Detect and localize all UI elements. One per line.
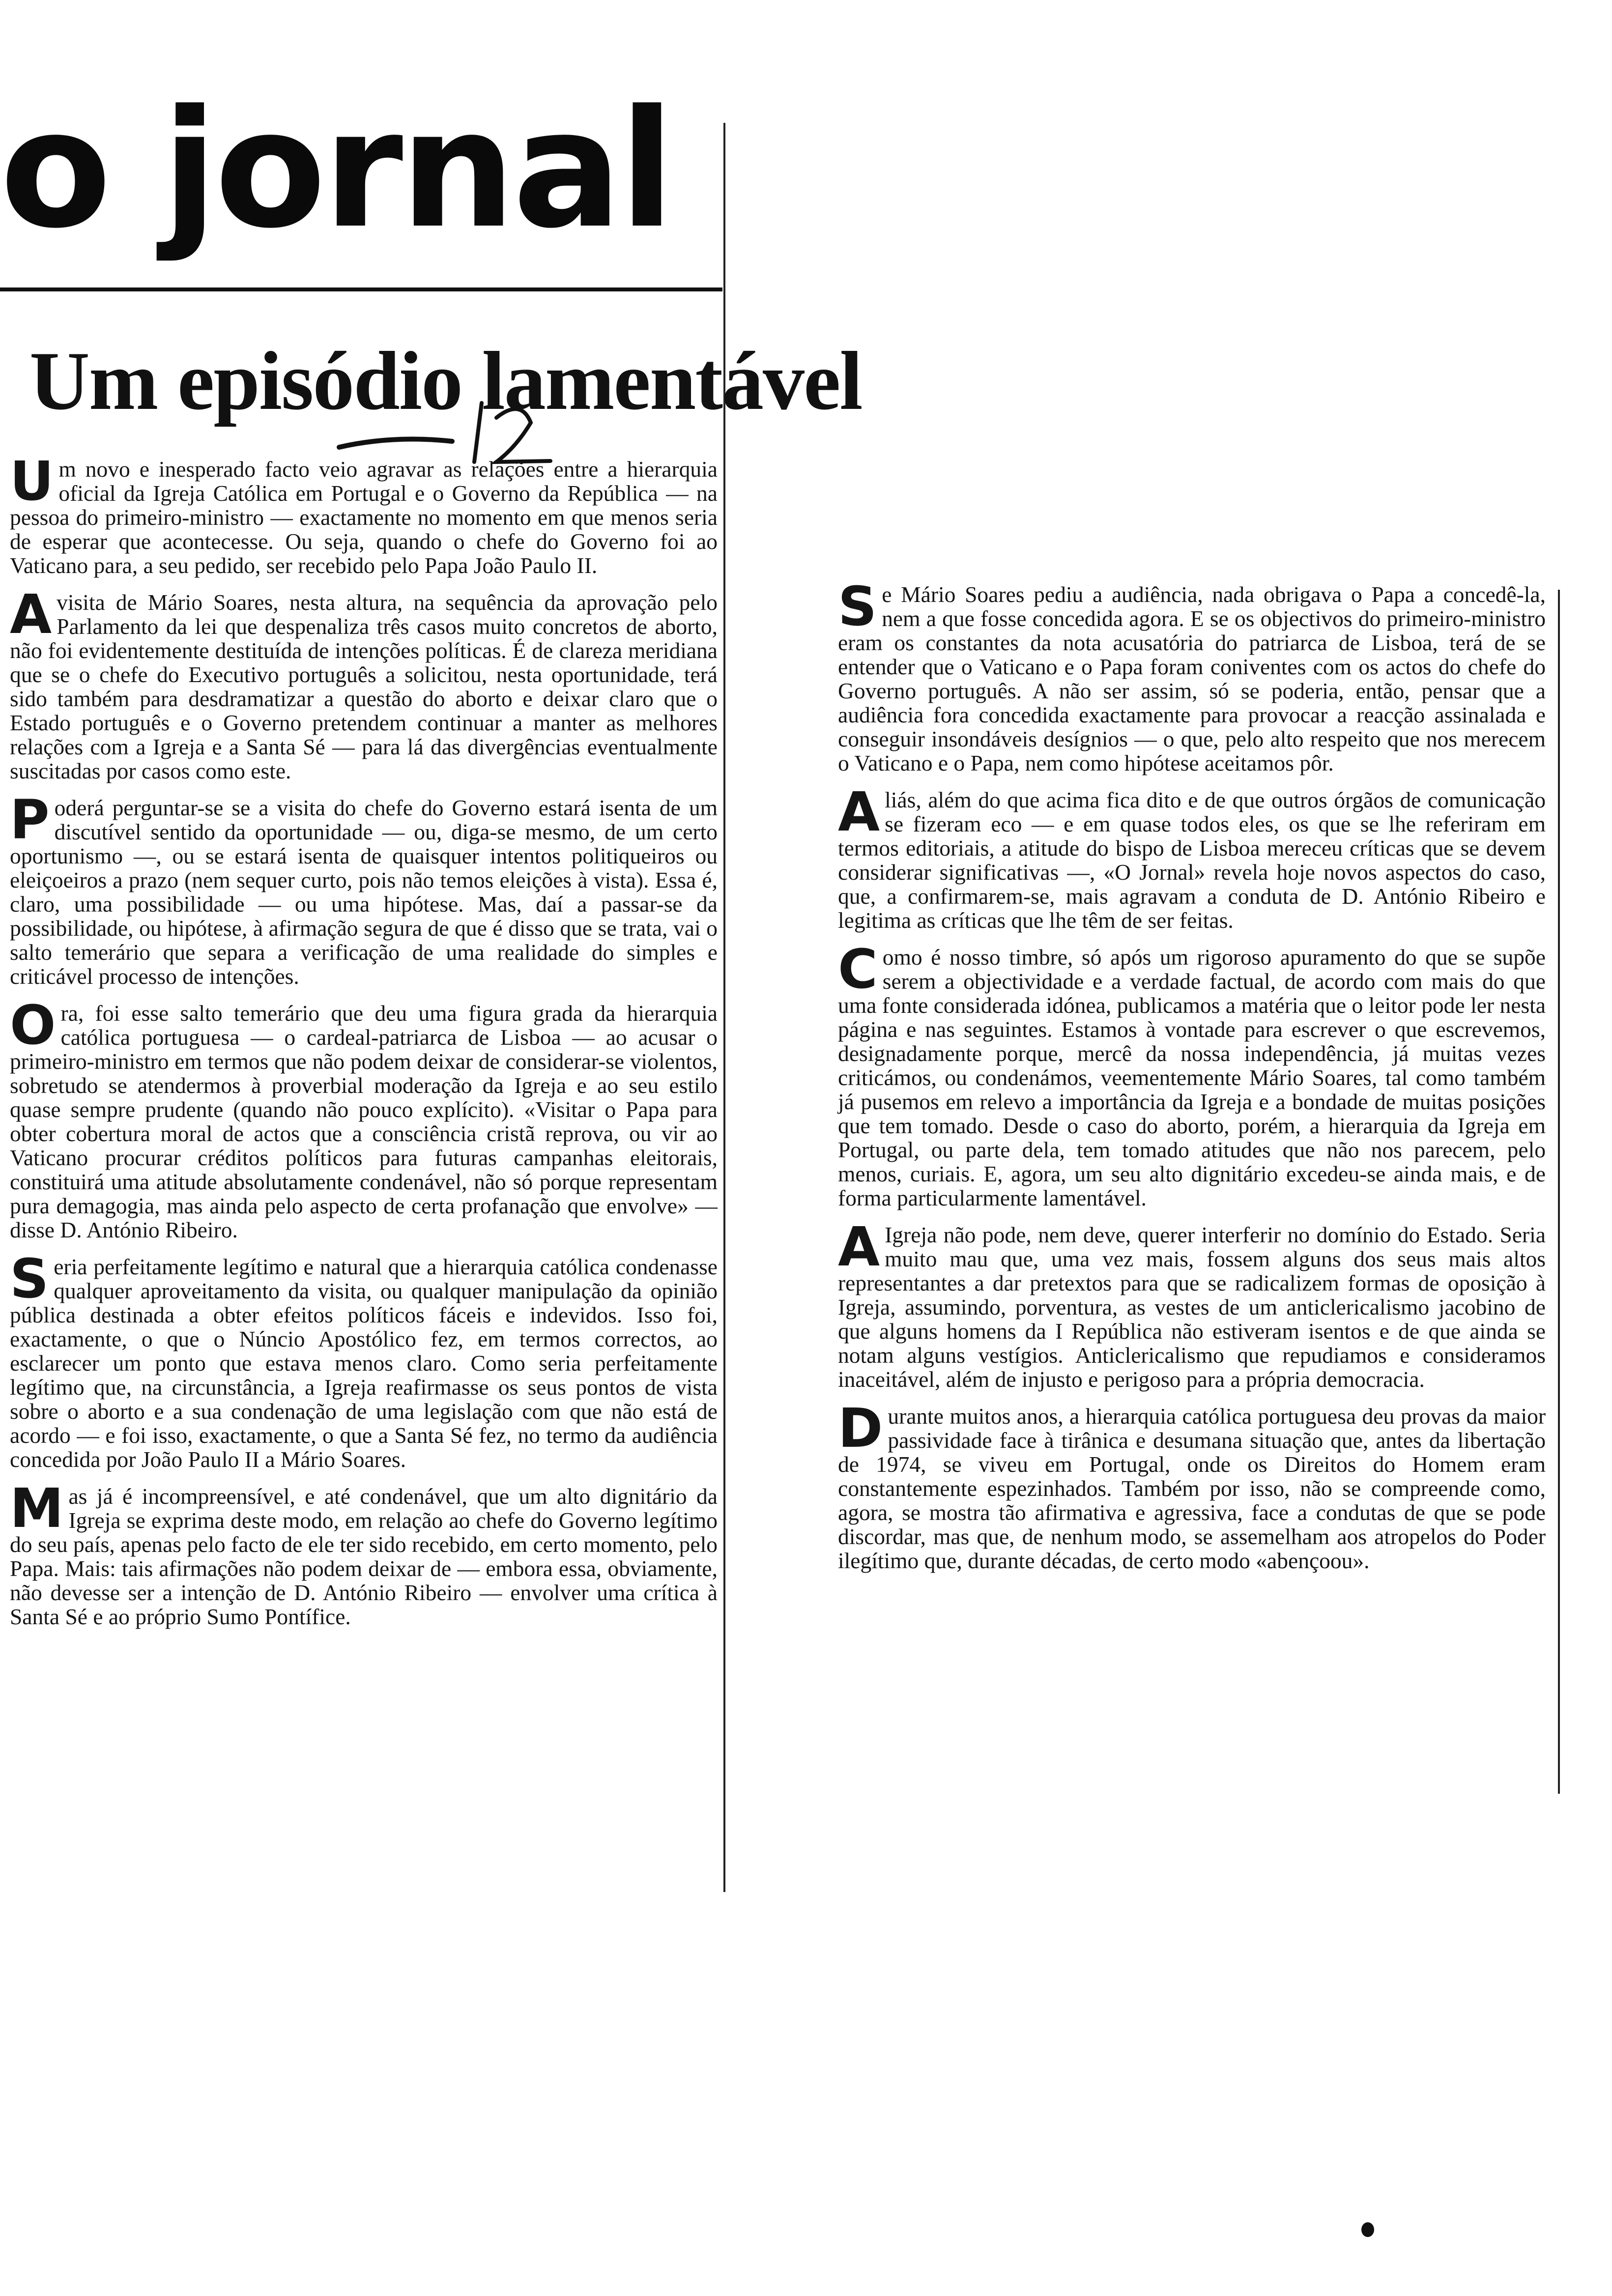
paragraph xyxy=(10,994,718,1242)
article-column-left xyxy=(10,450,718,1641)
paragraph xyxy=(838,575,1546,775)
paragraph xyxy=(838,938,1546,1210)
drop-cap: S xyxy=(10,1247,49,1310)
paragraph xyxy=(10,1247,718,1472)
paragraph-text: oderá perguntar-se se a visita do chefe do Governo estará isenta de um discutível sentido da oportunidade — ou, diga-se mesmo, de um certo oportunismo —, ou se estará isenta de quaisquer intentos politiqueiros ou eleiçoeiros a prazo (nem sequer curto, pois não temos eleições à vista). Essa é, claro, uma possibilidade — ou uma hipótese. Mas, daí a passar-se da possibilidade, ou hipótese, à afirmação segura de que é disso que se trata, vai o salto temerário que separa a verificação de uma realidade do simples e criticável processo de intenções. xyxy=(10,795,718,989)
paragraph-text: urante muitos anos, a hierarquia católica portuguesa deu provas da maior passividade face à tirânica e desumana situação que, antes da libertação de 1974, se viveu em Portugal, onde os Direitos do Homem eram constantemente espezinhados. Também por isso, não se compreende como, agora, se mostra tão afirmativa e agressiva, face a condutas de que se pode discordar, mas que, de nenhum modo, se assemelham aos atropelos do Poder ilegítimo que, durante décadas, de certo modo «abençoou». xyxy=(838,1404,1546,1573)
paragraph-text: as já é incompreensível, e até condenável, que um alto dignitário da Igreja se exprima deste modo, em relação ao chefe do Governo legítimo do seu país, apenas pelo facto de ele ter sido recebido, em certo momento, pelo Papa. Mais: tais afirmações não podem deixar de — embora essa, obviamente, não devesse ser a intenção de D. António Ribeiro — envolver uma crítica à Santa Sé e ao próprio Sumo Pontífice. xyxy=(10,1484,718,1629)
column-divider-right xyxy=(1558,590,1560,1794)
drop-cap: P xyxy=(10,788,50,851)
drop-cap: U xyxy=(10,450,54,513)
drop-cap: M xyxy=(10,1477,64,1540)
paragraph xyxy=(838,1397,1546,1573)
drop-cap: A xyxy=(838,1215,880,1278)
drop-cap: A xyxy=(10,583,52,646)
paragraph-text: visita de Mário Soares, nesta altura, na sequência da aprovação pelo Parlamento da lei que despenaliza três casos muito concretos de aborto, não foi evidentemente destituída de intenções políticas. É de clareza meridiana que se o chefe do Executivo português a solicitou, nesta oportunidade, terá sido também para desdramatizar a questão do aborto e deixar claro que o Estado português e o Governo pretendem continuar a manter as melhores relações com a Igreja e a Santa Sé — para lá das divergências eventualmente suscitadas por casos como este. xyxy=(10,590,718,783)
paragraph xyxy=(838,1215,1546,1392)
paragraph-text: omo é nosso timbre, só após um rigoroso apuramento do que se supõe serem a objectividade e a verdade factual, de acordo com mais do que uma fonte considerada idónea, publicamos a matéria que o leitor pode ler nesta página e nas seguintes. Estamos à vontade para escrever o que escrevemos, designadamente porque, mercê da nossa independência, já muitas vezes criticámos, ou condenámos, veementemente Mário Soares, tal como também já pusemos em relevo a importância da Igreja e a bondade de muitas posições que tem tomado. Desde o caso do aborto, porém, a hierarquia da Igreja em Portugal, ou parte dela, tem tomado atitudes que não nos parecem, pelo menos, curiais. E, agora, um seu alto dignitário excedeu-se ainda mais, e de forma particularmente lamentável. xyxy=(838,945,1546,1210)
paragraph xyxy=(10,1477,718,1629)
paragraph-text: Igreja não pode, nem deve, querer interferir no domínio do Estado. Seria muito mau que, uma vez mais, fossem alguns dos seus mais altos representantes a dar pretextos para que se radicalizem formas de oposição à Igreja, assumindo, porventura, as vestes de um anticlericalismo jacobino de que alguns homens da I República não estiveram isentos e de que ainda se notam alguns vestígios. Anticlericalismo que repudiamos e consideramos inaceitável, além de injusto e perigoso para a própria democracia. xyxy=(838,1222,1546,1392)
drop-cap: C xyxy=(838,938,878,1001)
paragraph-text: eria perfeitamente legítimo e natural que a hierarquia católica condenasse qualquer aproveitamento da visita, ou qualquer manipulação da opinião pública destinada a obter efeitos políticos fáceis e indevidos. Isso foi, exactamente, o que o Núncio Apostólico fez, em termos correctos, ao esclarecer um ponto que estava menos claro. Como seria perfeitamente legítimo que, na circunstância, a Igreja reafirmasse os seus pontos de vista sobre o aborto e a sua condenação de uma legislação com que não está de acordo — e foi isso, exactamente, o que a Santa Sé fez, no termo da audiência concedida por João Paulo II a Mário Soares. xyxy=(10,1254,718,1472)
paragraph xyxy=(10,788,718,989)
drop-cap: O xyxy=(10,994,56,1057)
paragraph xyxy=(838,780,1546,933)
drop-cap: S xyxy=(838,575,877,638)
paragraph xyxy=(10,583,718,783)
paragraph-text: e Mário Soares pediu a audiência, nada obrigava o Papa a concedê-la, nem a que fosse concedida agora. E se os objectivos do primeiro-ministro eram os constantes da nota acusatória do patriarca de Lisboa, terá de se entender que o Vaticano e o Papa foram coniventes com os actos do chefe do Governo português. A não ser assim, só se poderia, então, pensar que a audiência fora concedida exactamente para provocar a reacção assinalada e conseguir insondáveis desígnios — o que, pelo alto respeito que nos merecem o Vaticano e o Papa, nem como hipótese aceitamos pôr. xyxy=(838,582,1546,775)
paragraph-text: m novo e inesperado facto veio agravar as relações entre a hierarquia oficial da Igreja Católica em Portugal e o Governo da República — na pessoa do primeiro-ministro — exactamente no momento em que menos seria de esperar que acontecesse. Ou seja, quando o chefe do Governo foi ao Vaticano para, a seu pedido, ser recebido pelo Papa João Paulo II. xyxy=(10,457,718,578)
ink-dot xyxy=(1361,2222,1374,2237)
paragraph-text: liás, além do que acima fica dito e de que outros órgãos de comunicação se fizeram eco — e em quase todos eles, os que se lhe referiram em termos editoriais, a atitude do bispo de Lisboa mereceu críticas que se devem considerar significativas —, «O Jornal» revela hoje novos aspectos do caso, que, a confirmarem-se, mais agravam a conduta de D. António Ribeiro e legitima as críticas que lhe têm de ser feitas. xyxy=(838,787,1546,933)
article-column-right xyxy=(838,575,1546,1585)
masthead-logo: o jornal xyxy=(0,75,672,264)
drop-cap: A xyxy=(838,780,880,843)
paragraph-text: ra, foi esse salto temerário que deu uma figura grada da hierarquia católica portuguesa — o cardeal-patriarca de Lisboa — ao acusar o primeiro-ministro em termos que não podem deixar de considerar-se violentos, sobretudo se atendermos à proverbial moderação da Igreja e ao seu estilo quase sempre prudente (quando não pouco explícito). «Visitar o Papa para obter cobertura moral de actos que a consciência cristã reprova, ou vir ao Vaticano procurar créditos políticos para futuras campanhas eleitorais, constituirá uma atitude absolutamente condenável, não só porque representam pura demagogia, mas ainda pelo aspecto de certa profanação que envolve» — disse D. António Ribeiro. xyxy=(10,1001,718,1242)
article-headline: Um episódio lamentável xyxy=(29,335,862,427)
masthead-rule xyxy=(0,287,722,291)
drop-cap: D xyxy=(838,1397,883,1460)
paragraph xyxy=(10,450,718,578)
